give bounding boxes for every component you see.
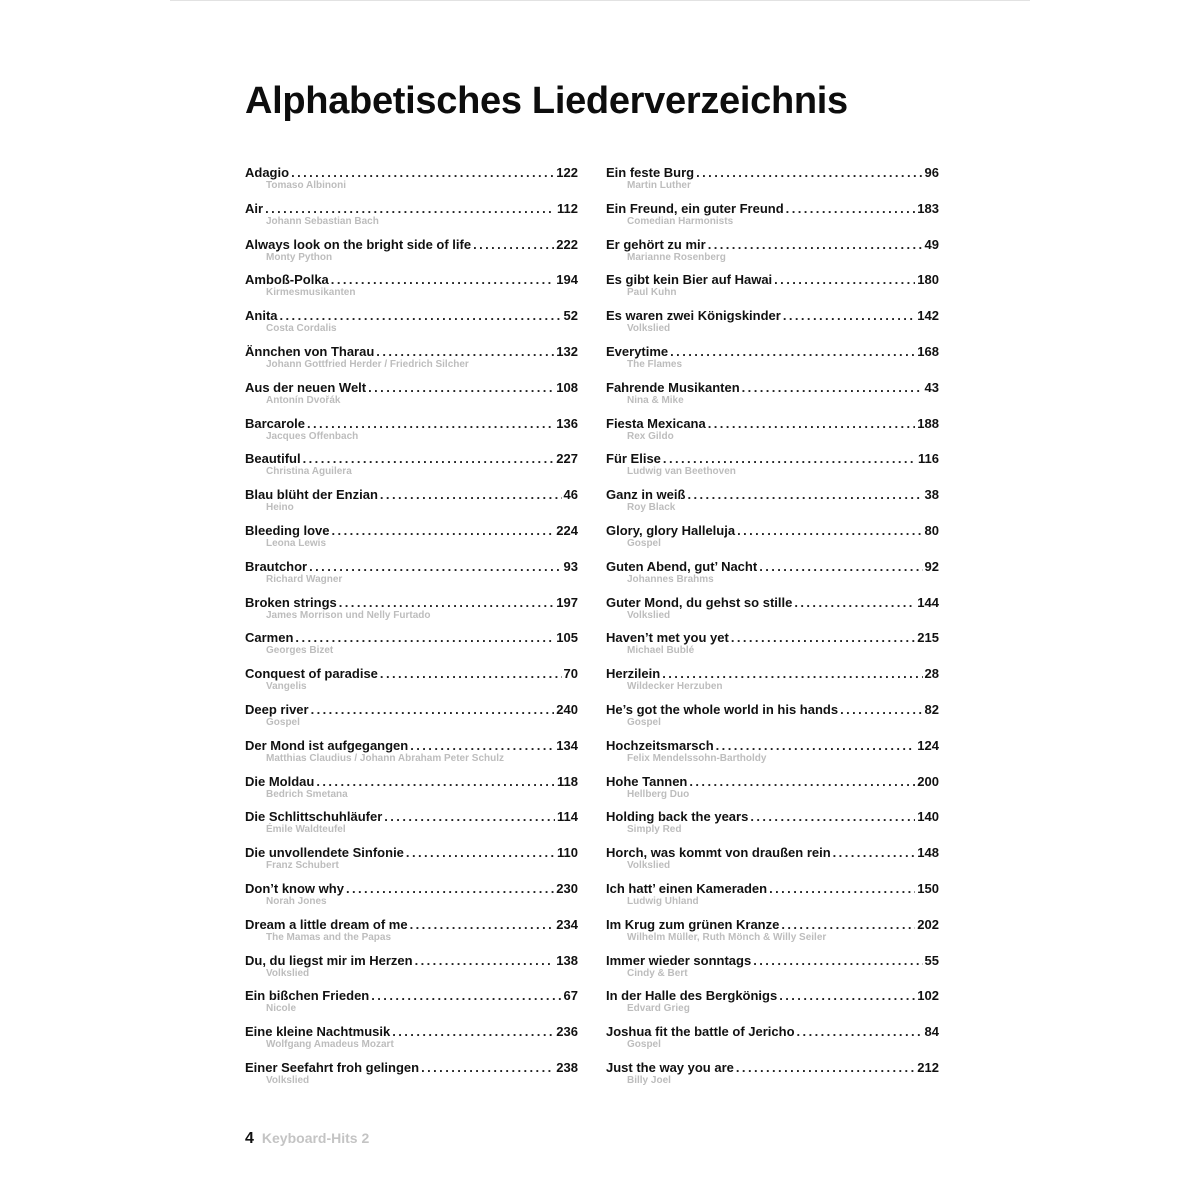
entry-composer: Rex Gildo xyxy=(627,430,674,442)
entry-composer: Kirmesmusikanten xyxy=(266,287,356,299)
entry-title: Hochzeitsmarsch xyxy=(606,737,714,753)
entry-composer: Paul Kuhn xyxy=(627,287,677,299)
toc-entry[interactable] xyxy=(245,701,578,737)
dot-leader xyxy=(736,1059,915,1077)
dot-leader xyxy=(708,236,923,254)
entry-title: Blau blüht der Enzian xyxy=(245,487,378,503)
dot-leader xyxy=(380,486,562,504)
toc-entry[interactable] xyxy=(245,665,578,701)
dot-leader xyxy=(737,522,922,540)
dot-leader xyxy=(371,987,561,1005)
toc-entry[interactable] xyxy=(245,164,578,200)
entry-composer: Martin Luther xyxy=(627,180,691,191)
entry-page-number: 96 xyxy=(924,165,939,180)
toc-entry[interactable] xyxy=(606,486,939,522)
dot-leader xyxy=(368,379,554,397)
entry-composer: Monty Python xyxy=(266,251,333,263)
entry-page-number: 124 xyxy=(917,737,939,753)
entry-composer: Vangelis xyxy=(266,681,307,693)
entry-composer: Simply Red xyxy=(627,824,682,836)
entry-page-number: 38 xyxy=(924,487,939,503)
entry-page-number: 197 xyxy=(556,594,578,610)
entry-composer: Edvard Grieg xyxy=(627,1003,690,1015)
entry-line xyxy=(606,415,939,433)
entry-composer: Matthias Claudius / Johann Abraham Peter Schulz xyxy=(266,752,505,764)
dot-leader xyxy=(384,808,555,826)
entry-title: Air xyxy=(245,200,264,216)
entry-page-number: 188 xyxy=(917,415,939,431)
entry-composer: Gospel xyxy=(627,537,661,549)
page-title: Alphabetisches Liederverzeichnis xyxy=(245,80,848,122)
entry-composer: The Mamas and the Papas xyxy=(266,931,392,943)
dot-leader xyxy=(392,1023,554,1041)
entry-page-number: 148 xyxy=(917,845,939,861)
dot-leader xyxy=(346,880,554,898)
entry-composer: Gospel xyxy=(266,716,300,728)
entry-title: Die Schlittschuhläufer xyxy=(245,809,383,825)
dot-leader xyxy=(696,164,922,182)
entry-title: Ein feste Burg xyxy=(606,165,695,180)
entry-page-number: 140 xyxy=(917,809,939,825)
entry-title: Anita xyxy=(245,308,278,324)
dot-leader xyxy=(687,486,922,504)
toc-entry[interactable] xyxy=(606,629,939,665)
entry-title: Hohe Tannen xyxy=(606,773,688,789)
entry-composer: Heino xyxy=(266,502,294,514)
toc-entry[interactable] xyxy=(606,271,939,307)
entry-page-number: 144 xyxy=(917,594,939,610)
entry-composer: Felix Mendelssohn-Bartholdy xyxy=(627,752,767,764)
dot-leader xyxy=(295,629,554,647)
page-top-rule xyxy=(170,0,1030,1)
entry-title: In der Halle des Bergkönigs xyxy=(606,988,778,1004)
dot-leader xyxy=(670,343,915,361)
toc-entry[interactable] xyxy=(606,594,939,630)
entry-page-number: 138 xyxy=(556,952,578,968)
entry-title: Always look on the bright side of life xyxy=(245,236,472,252)
dot-leader xyxy=(311,701,555,719)
entry-page-number: 28 xyxy=(924,666,939,682)
entry-title: Du, du liegst mir im Herzen xyxy=(245,952,413,968)
entry-page-number: 110 xyxy=(557,845,578,861)
entry-page-number: 234 xyxy=(556,916,578,932)
entry-title: Ännchen von Tharau xyxy=(245,343,375,359)
entry-page-number: 215 xyxy=(917,630,939,646)
entry-composer: Volkslied xyxy=(266,1074,310,1086)
toc-entry[interactable] xyxy=(606,665,939,701)
toc-entry[interactable] xyxy=(245,271,578,307)
entry-page-number: 136 xyxy=(556,415,578,431)
entry-title: Eine kleine Nachtmusik xyxy=(245,1024,391,1040)
entry-title: Herzilein xyxy=(606,666,661,682)
dot-leader xyxy=(380,665,562,683)
toc-entry[interactable] xyxy=(606,343,939,379)
entry-page-number: 142 xyxy=(917,308,939,324)
entry-composer: Volkslied xyxy=(627,609,671,621)
toc-entry[interactable] xyxy=(245,737,578,773)
entry-title: Guter Mond, du gehst so stille xyxy=(606,594,793,610)
toc-entry[interactable] xyxy=(606,916,939,952)
toc-entry[interactable] xyxy=(606,558,939,594)
toc-entry[interactable] xyxy=(245,522,578,558)
dot-leader xyxy=(779,987,915,1005)
toc-entry[interactable] xyxy=(245,558,578,594)
entry-title: Just the way you are xyxy=(606,1059,734,1075)
entry-composer: Wildecker Herzuben xyxy=(627,681,723,693)
toc-entry[interactable] xyxy=(245,952,578,988)
toc-entry[interactable] xyxy=(606,701,939,737)
entry-title: Don’t know why xyxy=(245,880,344,896)
dot-leader xyxy=(421,1059,554,1077)
entry-page-number: 180 xyxy=(917,272,939,288)
entry-composer: Wolfgang Amadeus Mozart xyxy=(266,1039,394,1051)
toc-entry[interactable] xyxy=(606,844,939,880)
entry-page-number: 114 xyxy=(557,809,578,825)
toc-entry[interactable] xyxy=(245,307,578,343)
entry-page-number: 82 xyxy=(924,701,939,717)
entry-page-number: 105 xyxy=(556,630,578,646)
entry-line xyxy=(245,415,578,433)
toc-entry[interactable] xyxy=(606,236,939,272)
entry-title: Barcarole xyxy=(245,415,305,431)
entry-composer: Billy Joel xyxy=(627,1074,671,1086)
entry-page-number: 132 xyxy=(556,343,578,359)
toc-entry[interactable] xyxy=(606,415,939,451)
entry-title: He’s got the whole world in his hands xyxy=(606,701,839,717)
toc-entry[interactable] xyxy=(606,200,939,236)
toc-entry[interactable] xyxy=(245,236,578,272)
entry-title: Fiesta Mexicana xyxy=(606,415,706,431)
entry-composer: Roy Black xyxy=(627,502,676,514)
entry-title: Guten Abend, gut’ Nacht xyxy=(606,558,758,574)
entry-title: Fahrende Musikanten xyxy=(606,379,740,395)
dot-leader xyxy=(309,558,561,576)
toc-entry[interactable] xyxy=(245,343,578,379)
entry-page-number: 212 xyxy=(917,1059,939,1075)
entry-composer: Volkslied xyxy=(627,860,671,872)
toc-entry[interactable] xyxy=(606,987,939,1023)
entry-title: Bleeding love xyxy=(245,522,330,538)
entry-composer: Johannes Brahms xyxy=(627,573,714,585)
toc-entry[interactable] xyxy=(606,450,939,486)
entry-page-number: 183 xyxy=(917,200,939,216)
dot-leader xyxy=(307,415,554,433)
entry-title: Beautiful xyxy=(245,451,301,467)
entry-composer: Richard Wagner xyxy=(266,573,343,585)
entry-title: Everytime xyxy=(606,343,669,359)
entry-page-number: 108 xyxy=(556,379,578,395)
entry-page-number: 102 xyxy=(917,988,939,1004)
entry-page-number: 112 xyxy=(557,200,578,216)
dot-leader xyxy=(797,1023,923,1041)
entry-page-number: 84 xyxy=(924,1024,939,1040)
entry-title: Dream a little dream of me xyxy=(245,916,408,932)
entry-title: Aus der neuen Welt xyxy=(245,379,367,395)
entry-title: Für Elise xyxy=(606,451,661,467)
entry-page-number: 227 xyxy=(556,451,578,467)
entry-page-number: 49 xyxy=(924,236,939,252)
entry-composer: Jacques Offenbach xyxy=(266,430,359,442)
dot-leader xyxy=(753,952,922,970)
toc-entry[interactable] xyxy=(245,379,578,415)
entry-title: Ein bißchen Frieden xyxy=(245,988,370,1004)
toc-entry[interactable] xyxy=(245,486,578,522)
entry-title: Der Mond ist aufgegangen xyxy=(245,737,409,753)
entry-title: Ein Freund, ein guter Freund xyxy=(606,200,784,216)
dot-leader xyxy=(783,307,915,325)
entry-line xyxy=(245,594,578,612)
entry-line xyxy=(245,236,578,254)
entry-composer: James Morrison und Nelly Furtado xyxy=(266,609,431,621)
toc-entry[interactable] xyxy=(606,737,939,773)
entry-composer: Georges Bizet xyxy=(266,645,334,657)
dot-leader xyxy=(840,701,922,719)
toc-entry[interactable] xyxy=(245,880,578,916)
toc-entry[interactable] xyxy=(606,808,939,844)
entry-composer: Comedian Harmonists xyxy=(627,215,734,227)
dot-leader xyxy=(331,271,555,289)
toc-entry[interactable] xyxy=(245,1059,578,1095)
entry-composer: Michael Bublé xyxy=(627,645,695,657)
entry-page-number: 236 xyxy=(556,1024,578,1040)
entry-title: Deep river xyxy=(245,701,309,717)
entry-page-number: 230 xyxy=(556,880,578,896)
entry-title: Joshua fit the battle of Jericho xyxy=(606,1024,795,1040)
toc-entry[interactable] xyxy=(606,1059,939,1095)
entry-line xyxy=(606,594,939,612)
entry-composer: Franz Schubert xyxy=(266,860,339,872)
toc-entry[interactable] xyxy=(606,164,939,200)
dot-leader xyxy=(774,271,915,289)
toc-entry[interactable] xyxy=(245,773,578,809)
entry-title: Haven’t met you yet xyxy=(606,630,729,646)
entry-composer: Gospel xyxy=(627,1039,661,1051)
entry-page-number: 168 xyxy=(917,343,939,359)
entry-line xyxy=(245,952,578,970)
toc-entry[interactable] xyxy=(606,1023,939,1059)
dot-leader xyxy=(794,594,915,612)
entry-composer: Nina & Mike xyxy=(627,394,684,406)
entry-composer: Norah Jones xyxy=(266,895,327,907)
entry-page-number: 80 xyxy=(924,522,939,538)
entry-page-number: 202 xyxy=(917,916,939,932)
entry-composer: Leona Lewis xyxy=(266,537,327,549)
toc-entry[interactable] xyxy=(245,629,578,665)
entry-page-number: 222 xyxy=(556,236,578,252)
dot-leader xyxy=(759,558,922,576)
toc-entry[interactable] xyxy=(606,522,939,558)
entry-title: Es gibt kein Bier auf Hawai xyxy=(606,272,773,288)
toc-entry[interactable] xyxy=(245,987,578,1023)
entry-title: Glory, glory Halleluja xyxy=(606,522,736,538)
dot-leader xyxy=(332,522,555,540)
dot-leader xyxy=(410,916,555,934)
entry-title: Conquest of paradise xyxy=(245,666,378,682)
entry-title: Es waren zwei Königskinder xyxy=(606,308,781,324)
toc-entry[interactable] xyxy=(606,307,939,343)
toc-entry[interactable] xyxy=(606,379,939,415)
entry-page-number: 118 xyxy=(557,773,578,789)
entry-title: Amboß-Polka xyxy=(245,272,329,288)
entry-title: Brautchor xyxy=(245,558,308,574)
toc-entry[interactable] xyxy=(245,844,578,880)
dot-leader xyxy=(316,773,555,791)
entry-page-number: 134 xyxy=(556,737,578,753)
footer-page-number: 4 xyxy=(245,1130,254,1147)
entry-composer: Ludwig van Beethoven xyxy=(627,466,736,478)
footer-book-title: Keyboard-Hits 2 xyxy=(261,1130,370,1146)
entry-composer: Bedrich Smetana xyxy=(266,788,348,800)
entry-title: Die Moldau xyxy=(245,773,315,789)
dot-leader xyxy=(750,808,915,826)
entry-page-number: 116 xyxy=(918,451,939,467)
dot-leader xyxy=(473,236,554,254)
toc-entry[interactable] xyxy=(606,952,939,988)
entry-page-number: 52 xyxy=(563,308,578,324)
entry-composer: Christina Aguilera xyxy=(266,466,352,478)
dot-leader xyxy=(689,773,915,791)
entry-line xyxy=(245,486,578,504)
entry-title: Ich hatt’ einen Kameraden xyxy=(606,880,768,896)
entry-composer: Marianne Rosenberg xyxy=(627,251,726,263)
entry-title: Ganz in weiß xyxy=(606,487,686,503)
toc-entry[interactable] xyxy=(606,773,939,809)
dot-leader xyxy=(731,629,915,647)
entry-page-number: 150 xyxy=(917,880,939,896)
entry-page-number: 240 xyxy=(556,701,578,717)
entry-title: Carmen xyxy=(245,630,294,646)
entry-title: Adagio xyxy=(245,165,290,180)
toc-entry[interactable] xyxy=(245,808,578,844)
toc-entry[interactable] xyxy=(245,1023,578,1059)
entry-composer: Gospel xyxy=(627,716,661,728)
toc-entry[interactable] xyxy=(245,415,578,451)
entry-line xyxy=(606,236,939,254)
dot-leader xyxy=(742,379,923,397)
entry-page-number: 93 xyxy=(563,558,578,574)
entry-page-number: 122 xyxy=(556,165,578,180)
entry-line xyxy=(245,773,578,791)
entry-title: Einer Seefahrt froh gelingen xyxy=(245,1059,420,1075)
entry-composer: The Flames xyxy=(627,358,683,370)
toc-entry[interactable] xyxy=(245,594,578,630)
entry-composer: Émile Waldteufel xyxy=(266,824,346,836)
entry-composer: Volkslied xyxy=(627,323,671,335)
dot-leader xyxy=(786,200,916,218)
entry-line xyxy=(606,952,939,970)
toc-right-column xyxy=(606,164,939,1095)
entry-page-number: 70 xyxy=(563,666,578,682)
entry-title: Immer wieder sonntags xyxy=(606,952,752,968)
entry-composer: Antonín Dvořák xyxy=(266,394,341,406)
entry-page-number: 200 xyxy=(917,773,939,789)
dot-leader xyxy=(708,415,916,433)
entry-composer: Tomaso Albinoni xyxy=(266,180,346,191)
entry-page-number: 43 xyxy=(924,379,939,395)
entry-page-number: 92 xyxy=(924,558,939,574)
entry-page-number: 46 xyxy=(563,487,578,503)
entry-composer: Hellberg Duo xyxy=(627,788,690,800)
entry-composer: Johann Sebastian Bach xyxy=(266,215,379,227)
entry-composer: Costa Cordalis xyxy=(266,323,337,335)
page-footer xyxy=(245,1130,369,1148)
toc-entry[interactable] xyxy=(245,450,578,486)
entry-page-number: 55 xyxy=(924,952,939,968)
dot-leader xyxy=(415,952,555,970)
toc-entry[interactable] xyxy=(245,200,578,236)
entry-title: Er gehört zu mir xyxy=(606,236,706,252)
toc-entry[interactable] xyxy=(245,916,578,952)
entry-line xyxy=(606,773,939,791)
entry-title: Horch, was kommt von draußen rein xyxy=(606,845,831,861)
entry-composer: Wilhelm Müller, Ruth Mönch & Willy Seiler xyxy=(627,931,827,943)
toc-left-column xyxy=(245,164,578,1095)
dot-leader xyxy=(769,880,915,898)
entry-page-number: 238 xyxy=(556,1059,578,1075)
toc-entry[interactable] xyxy=(606,880,939,916)
entry-composer: Nicole xyxy=(266,1003,297,1015)
entry-title: Die unvollendete Sinfonie xyxy=(245,845,404,861)
entry-page-number: 67 xyxy=(563,988,578,1004)
entry-composer: Ludwig Uhland xyxy=(627,895,699,907)
entry-title: Holding back the years xyxy=(606,809,749,825)
dot-leader xyxy=(833,844,916,862)
entry-page-number: 224 xyxy=(556,522,578,538)
entry-composer: Cindy & Bert xyxy=(627,967,688,979)
entry-composer: Johann Gottfried Herder / Friedrich Silcher xyxy=(266,358,469,370)
entry-page-number: 194 xyxy=(556,272,578,288)
dot-leader xyxy=(339,594,555,612)
entry-title: Broken strings xyxy=(245,594,337,610)
entry-title: Im Krug zum grünen Kranze xyxy=(606,916,780,932)
dot-leader xyxy=(406,844,555,862)
entry-composer: Volkslied xyxy=(266,967,310,979)
